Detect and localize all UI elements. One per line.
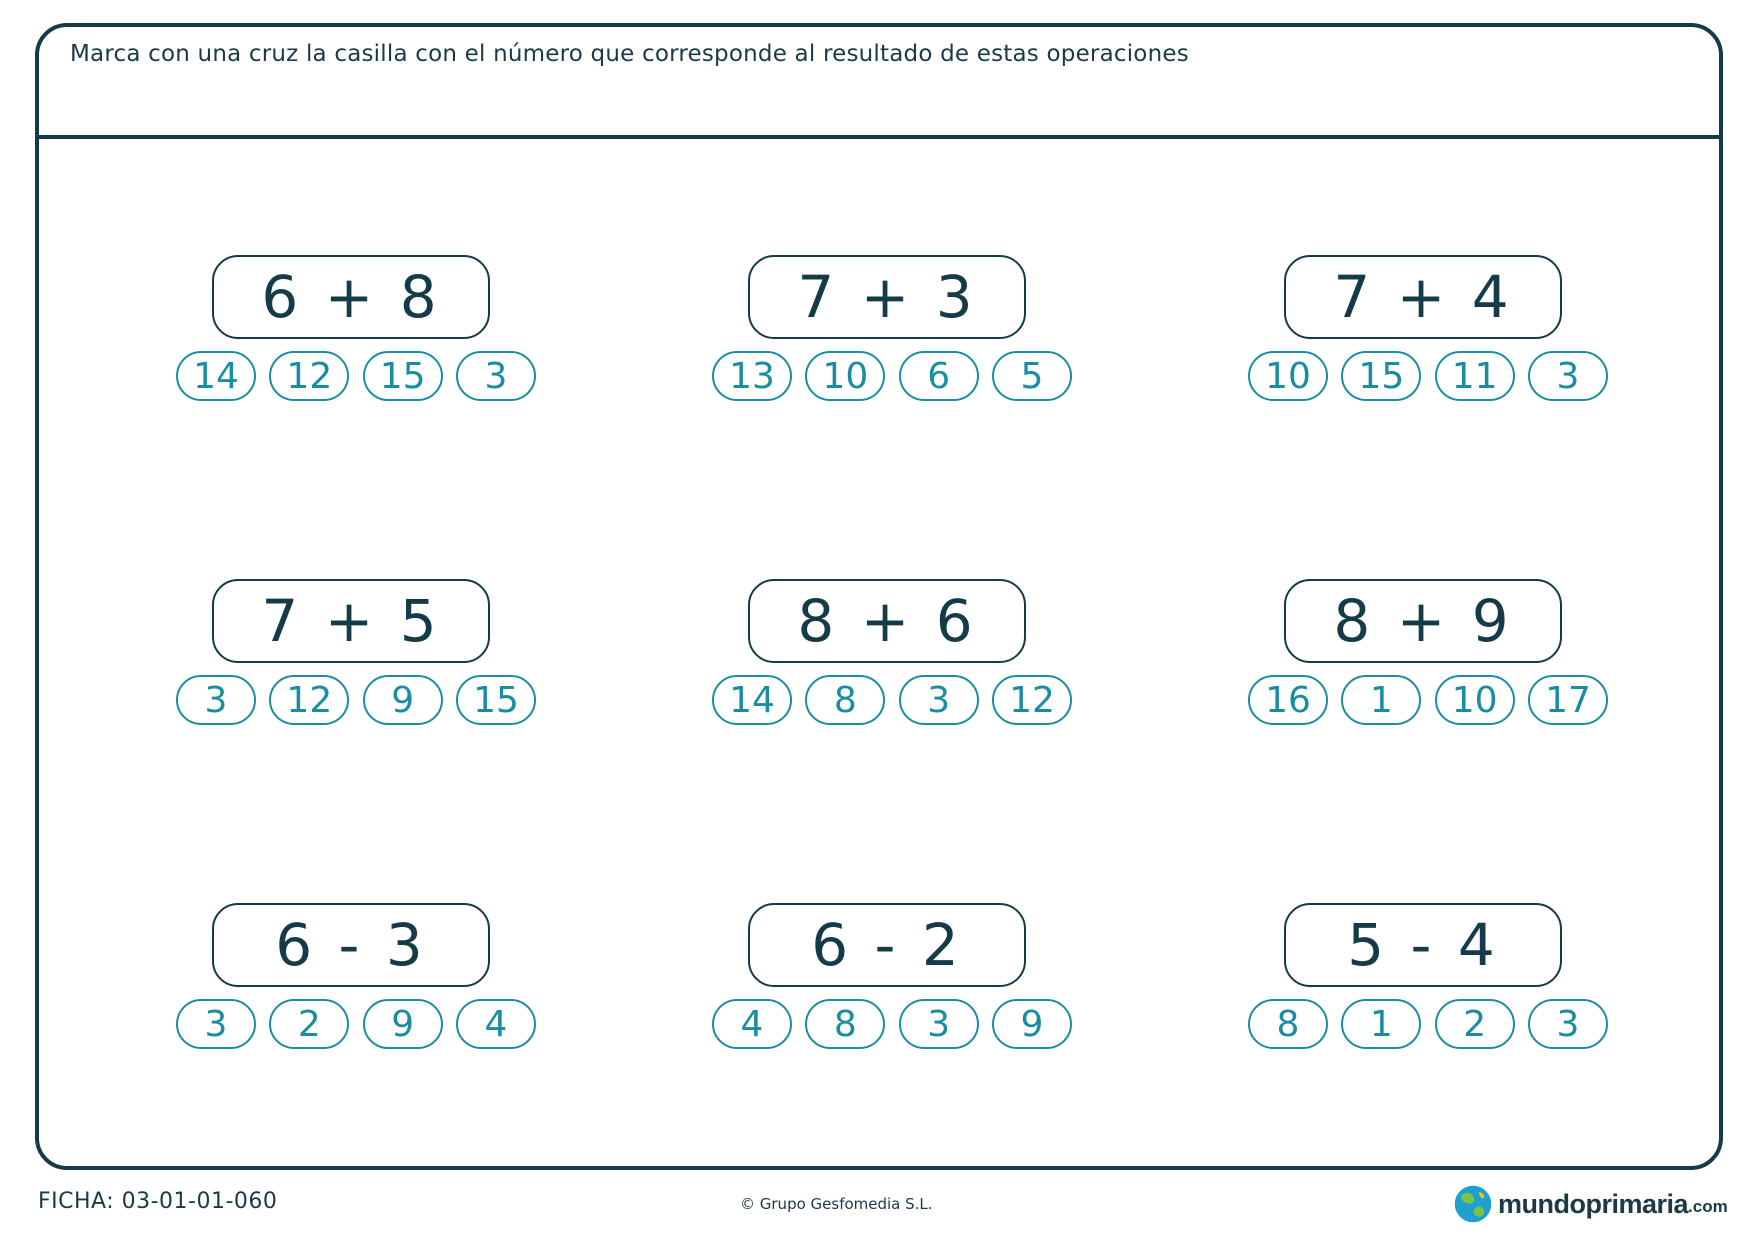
answer-option[interactable]: 15 xyxy=(1341,351,1421,401)
operation-box xyxy=(1284,903,1562,987)
answer-option[interactable]: 10 xyxy=(1435,675,1515,725)
answer-options xyxy=(712,675,1072,725)
worksheet xyxy=(35,23,1723,1170)
answer-options xyxy=(1248,351,1608,401)
answer-option[interactable]: 1 xyxy=(1341,675,1421,725)
operation-box xyxy=(212,579,490,663)
instruction-text: Marca con una cruz la casilla con el número que corresponde al resultado de estas operaciones xyxy=(70,41,1189,67)
answer-option[interactable]: 17 xyxy=(1528,675,1608,725)
instruction-header xyxy=(39,27,1719,139)
operation-box xyxy=(748,255,1026,339)
answer-option[interactable]: 8 xyxy=(805,999,885,1049)
operation-text: 8 + 9 xyxy=(1333,587,1513,655)
answer-options xyxy=(176,675,536,725)
answer-option[interactable]: 14 xyxy=(712,675,792,725)
answer-options xyxy=(712,351,1072,401)
answer-option[interactable]: 15 xyxy=(363,351,443,401)
answer-option[interactable]: 4 xyxy=(456,999,536,1049)
operation-box xyxy=(748,903,1026,987)
answer-option[interactable]: 13 xyxy=(712,351,792,401)
answer-option[interactable]: 3 xyxy=(456,351,536,401)
operation-box xyxy=(212,255,490,339)
operation-box xyxy=(1284,255,1562,339)
answer-option[interactable]: 3 xyxy=(1528,351,1608,401)
operation-text: 8 + 6 xyxy=(797,587,977,655)
answer-option[interactable]: 12 xyxy=(269,351,349,401)
answer-option[interactable]: 3 xyxy=(176,675,256,725)
operation-text: 6 - 3 xyxy=(275,911,427,979)
operation-text: 6 - 2 xyxy=(811,911,963,979)
operation-box xyxy=(748,579,1026,663)
answer-option[interactable]: 16 xyxy=(1248,675,1328,725)
answer-option[interactable]: 6 xyxy=(899,351,979,401)
brand-domain: .com xyxy=(1688,1197,1728,1216)
operation-text: 7 + 3 xyxy=(797,263,977,331)
answer-options xyxy=(1248,999,1608,1049)
answer-option[interactable]: 8 xyxy=(805,675,885,725)
answer-option[interactable]: 2 xyxy=(269,999,349,1049)
worksheet-code: FICHA: 03-01-01-060 xyxy=(38,1189,278,1214)
operation-box xyxy=(212,903,490,987)
answer-option[interactable]: 15 xyxy=(456,675,536,725)
answer-option[interactable]: 1 xyxy=(1341,999,1421,1049)
answer-option[interactable]: 3 xyxy=(176,999,256,1049)
answer-option[interactable]: 9 xyxy=(992,999,1072,1049)
operation-text: 7 + 4 xyxy=(1333,263,1513,331)
brand-name: mundoprimaria xyxy=(1498,1188,1689,1219)
answer-option[interactable]: 14 xyxy=(176,351,256,401)
operation-text: 5 - 4 xyxy=(1347,911,1499,979)
answer-option[interactable]: 4 xyxy=(712,999,792,1049)
answer-option[interactable]: 10 xyxy=(1248,351,1328,401)
answer-options xyxy=(176,351,536,401)
answer-option[interactable]: 9 xyxy=(363,999,443,1049)
answer-option[interactable]: 3 xyxy=(899,999,979,1049)
answer-options xyxy=(1248,675,1608,725)
operation-text: 7 + 5 xyxy=(261,587,441,655)
globe-icon xyxy=(1452,1183,1494,1225)
answer-options xyxy=(176,999,536,1049)
answer-option[interactable]: 10 xyxy=(805,351,885,401)
answer-option[interactable]: 3 xyxy=(899,675,979,725)
answer-option[interactable]: 3 xyxy=(1528,999,1608,1049)
answer-option[interactable]: 8 xyxy=(1248,999,1328,1049)
answer-option[interactable]: 12 xyxy=(269,675,349,725)
exercise-grid xyxy=(39,139,1719,1166)
answer-option[interactable]: 9 xyxy=(363,675,443,725)
brand-logo-link[interactable] xyxy=(1452,1183,1728,1225)
operation-box xyxy=(1284,579,1562,663)
answer-option[interactable]: 11 xyxy=(1435,351,1515,401)
answer-option[interactable]: 5 xyxy=(992,351,1072,401)
answer-option[interactable]: 12 xyxy=(992,675,1072,725)
operation-text: 6 + 8 xyxy=(261,263,441,331)
answer-options xyxy=(712,999,1072,1049)
copyright-notice: © Grupo Gesfomedia S.L. xyxy=(740,1195,933,1213)
answer-option[interactable]: 2 xyxy=(1435,999,1515,1049)
